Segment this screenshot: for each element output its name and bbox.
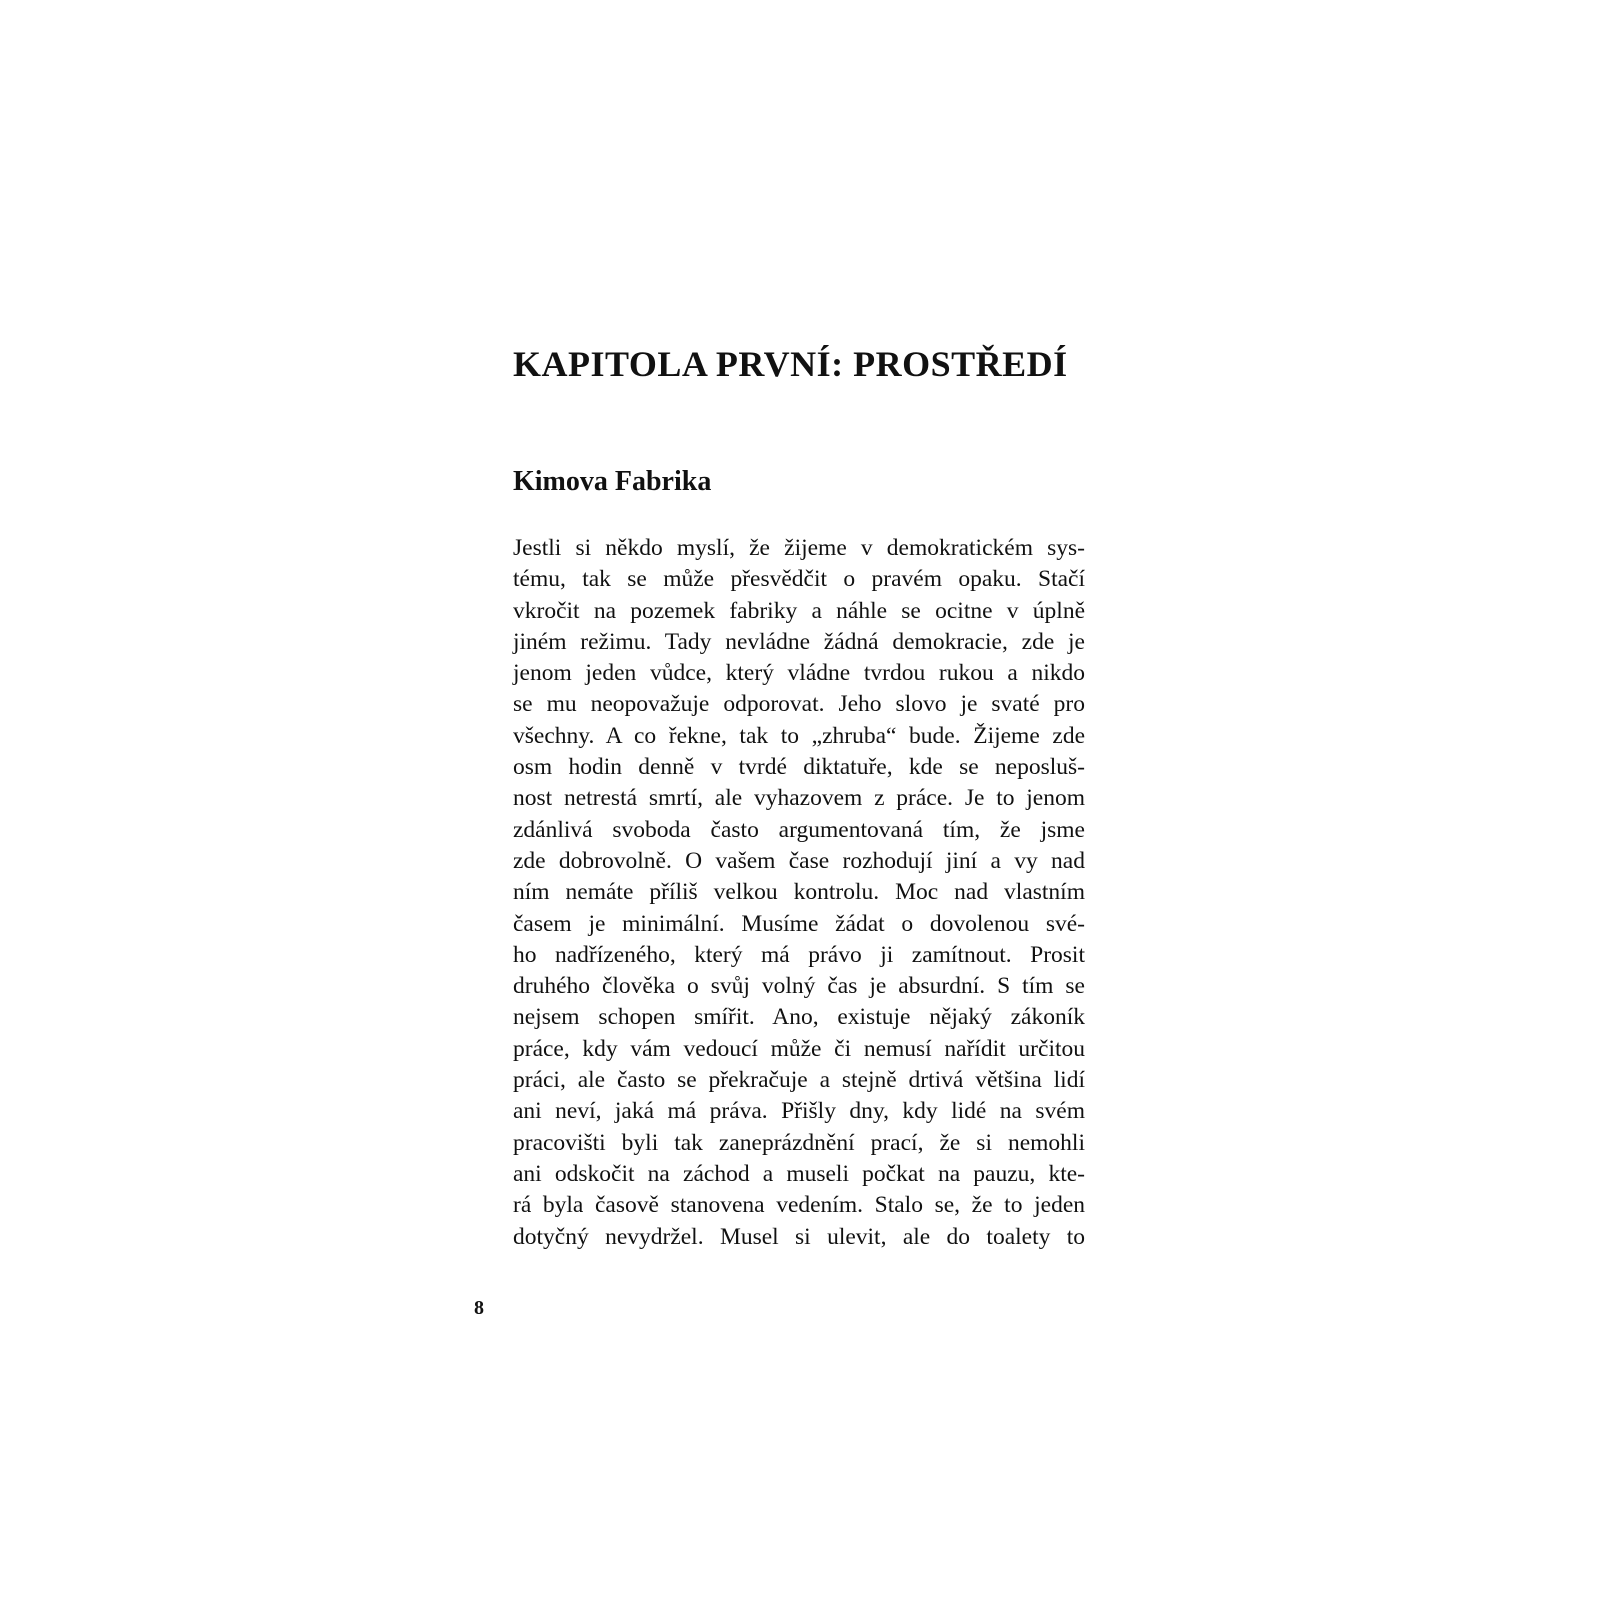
text-line: ani neví, jaká má práva. Přišly dny, kdy lidé na svém	[513, 1098, 1085, 1125]
text-line: jiném režimu. Tady nevládne žádná demokracie, zde je	[513, 628, 1085, 655]
text-line: dotyčný nevydržel. Musel si ulevit, ale do toalety to	[513, 1223, 1085, 1250]
section-title: Kimova Fabrika	[513, 466, 712, 497]
text-line: ním nemáte příliš velkou kontrolu. Moc nad vlastním	[513, 879, 1085, 906]
text-line: druhého člověka o svůj volný čas je absurdní. S tím se	[513, 973, 1085, 1000]
text-line: práci, ale často se překračuje a stejně drtivá většina lidí	[513, 1067, 1085, 1094]
text-line: ho nadřízeného, který má právo ji zamítnout. Prosit	[513, 941, 1085, 968]
text-line: časem je minimální. Musíme žádat o dovolenou své-	[513, 910, 1085, 937]
text-line: nost netrestá smrtí, ale vyhazovem z práce. Je to jenom	[513, 785, 1085, 812]
text-line: nejsem schopen smířit. Ano, existuje nějaký zákoník	[513, 1004, 1085, 1031]
chapter-title: KAPITOLA PRVNÍ: PROSTŘEDÍ	[513, 344, 1068, 384]
text-line: tému, tak se může přesvědčit o pravém opaku. Stačí	[513, 566, 1085, 593]
text-line: pracovišti byli tak zaneprázdnění prací, že si nemohli	[513, 1129, 1085, 1156]
text-line: rá byla časově stanovena vedením. Stalo se, že to jeden	[513, 1192, 1085, 1219]
text-line: ani odskočit na záchod a museli počkat na pauzu, kte-	[513, 1160, 1085, 1187]
text-line: všechny. A co řekne, tak to „zhruba“ bude. Žijeme zde	[513, 722, 1085, 749]
body-text	[513, 533, 1085, 1253]
text-line: zde dobrovolně. O vašem čase rozhodují jiní a vy nad	[513, 847, 1085, 874]
text-line: Jestli si někdo myslí, že žijeme v demokratickém sys-	[513, 535, 1085, 561]
text-line: osm hodin denně v tvrdé diktatuře, kde se neposluš-	[513, 754, 1085, 781]
text-line: vkročit na pozemek fabriky a náhle se ocitne v úplně	[513, 597, 1085, 624]
page-number: 8	[474, 1297, 484, 1319]
text-line: se mu neopovažuje odporovat. Jeho slovo je svaté pro	[513, 691, 1085, 718]
text-line: práce, kdy vám vedoucí může či nemusí nařídit určitou	[513, 1035, 1085, 1062]
text-line: zdánlivá svoboda často argumentovaná tím, že jsme	[513, 816, 1085, 843]
text-line: jenom jeden vůdce, který vládne tvrdou rukou a nikdo	[513, 660, 1085, 687]
